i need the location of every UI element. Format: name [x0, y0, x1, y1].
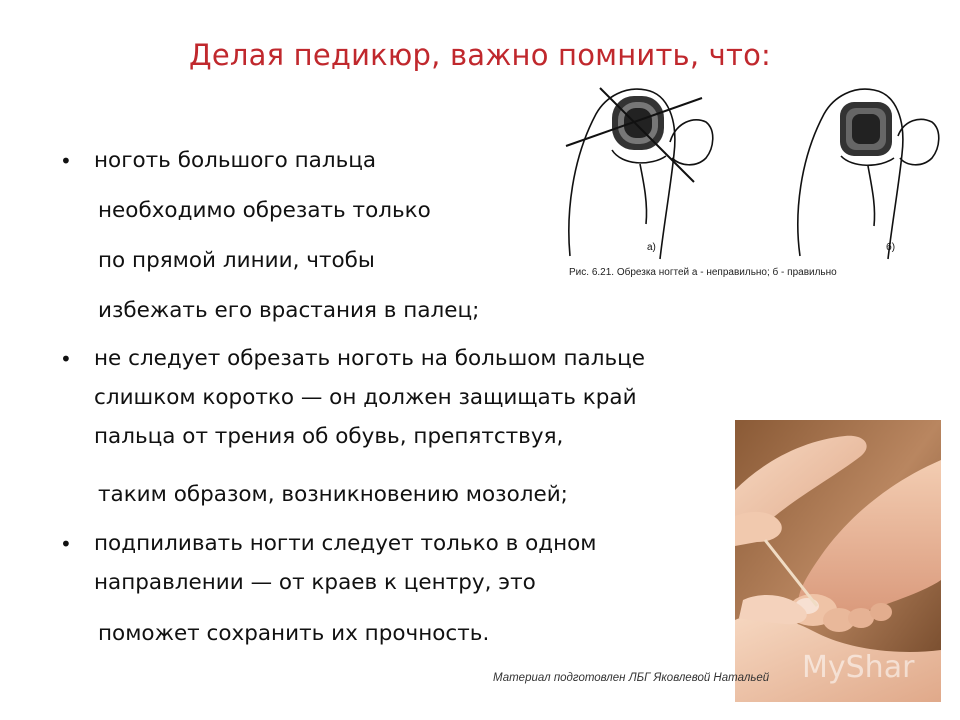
bullet1-line1: ноготь большого пальца [94, 148, 377, 173]
author-credit: Материал подготовлен ЛБГ Яковлевой Натальей [493, 672, 770, 684]
figure-label-b: б) [886, 242, 896, 253]
bullet1-line2: необходимо обрезать только [98, 198, 431, 223]
toe-illustration [556, 84, 951, 294]
bullet2-line4: таким образом, возникновению мозолей; [98, 482, 568, 507]
bullet3-line2: направлении — от краев к центру, это [94, 570, 536, 595]
bullet2-line1: не следует обрезать ноготь на большом пальце [94, 346, 645, 371]
bullet-marker: • [60, 347, 72, 371]
bullet1-line4: избежать его врастания в палец; [98, 298, 480, 323]
bullet1-line3: по прямой линии, чтобы [98, 248, 375, 273]
bullet3-line3: поможет сохранить их прочность. [98, 621, 490, 646]
nail-cutting-figure [556, 84, 951, 294]
bullet3-line1: подпиливать ногти следует только в одном [94, 531, 597, 556]
bullet2-line2: слишком коротко — он должен защищать край [94, 385, 637, 410]
figure-label-a: а) [647, 242, 656, 253]
watermark: MyShar [802, 650, 915, 685]
bullet2-line3: пальца от трения об обувь, препятствуя, [94, 424, 564, 449]
slide-title: Делая педикюр, важно помнить, что: [189, 38, 771, 72]
bullet-marker: • [60, 149, 72, 173]
bullet-marker: • [60, 532, 72, 556]
figure-caption: Рис. 6.21. Обрезка ногтей а - неправильно; б - правильно [569, 267, 837, 278]
